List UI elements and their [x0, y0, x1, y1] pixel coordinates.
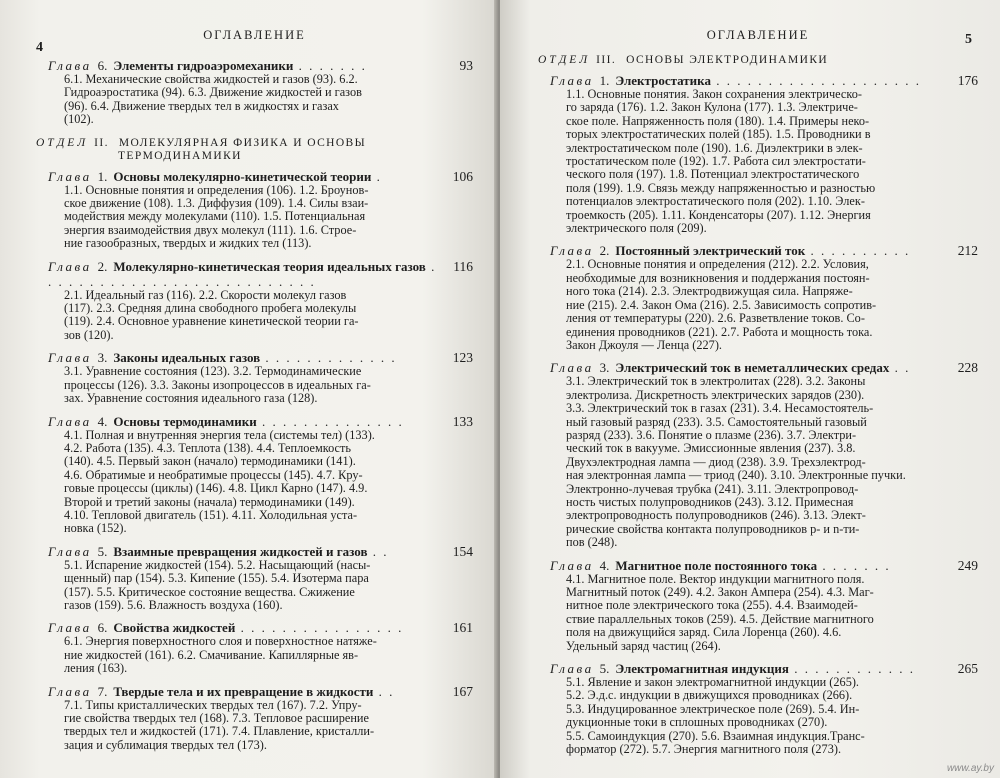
chapter-page-number: 106	[452, 168, 473, 184]
chapter-page-number: 133	[452, 413, 473, 429]
contents-line: пов (248).	[566, 535, 618, 550]
contents-line: ная электронная лампа — триод (240). 3.10. Электронные пучки.	[566, 468, 906, 483]
contents-line: 5.1. Явление и закон электромагнитной индукции (265).	[566, 675, 860, 690]
contents-line: 2.1. Основные понятия и определения (212). 2.2. Условия,	[566, 257, 869, 272]
chapter-title: Взаимные превращения жидкостей и газов	[113, 543, 368, 559]
contents-line: 4.1. Полная и внутренняя энергия тела (системы тел) (133).	[64, 427, 375, 442]
chapter-contents	[36, 635, 473, 675]
contents-line: зах. Уравнение состояния идеального газа (128).	[64, 391, 318, 406]
contents-line: газов (159). 5.6. Влажность воздуха (160).	[64, 597, 283, 612]
chapter-heading	[36, 169, 473, 184]
leader-dots: . . . . . . . . . . . . . .	[256, 413, 404, 429]
contents-line: 5.2. Э.д.с. индукции в движущихся проводниках (266).	[566, 688, 853, 703]
chapter-label: Глава	[550, 73, 594, 88]
leader-dots: . . . . . . .	[817, 557, 891, 573]
contents-line: электрического поля (209).	[566, 221, 707, 236]
leader-dots: . . . . . . . . . .	[805, 243, 911, 259]
chapter-title: Законы идеальных газов	[113, 350, 261, 366]
leader-dots: . . . . . . . . . . . .	[788, 661, 915, 677]
contents-line: необходимые для возникновения и поддержания постоян-	[566, 270, 870, 285]
contents-line: 1.1. Основные понятия. Закон сохранения электрическо-	[566, 87, 862, 101]
chapter-title: Твердые тела и их превращение в жидкости	[113, 683, 374, 699]
chapter-contents	[36, 365, 473, 405]
page-number: 5	[965, 32, 972, 47]
leader-dots: . . . . . . . . . . . . . . . .	[235, 620, 404, 636]
leader-dots: . .	[889, 360, 911, 376]
toc-content	[538, 54, 978, 756]
toc-chapter	[36, 414, 473, 536]
contents-line: 3.3. Электрический ток в газах (231). 3.4. Несамостоятель-	[566, 401, 874, 416]
chapter-label: Глава	[48, 168, 92, 184]
contents-line: ческий ток в вакууме. Эмиссионные явления (237). 3.8.	[566, 441, 856, 456]
contents-line: ления (163).	[64, 661, 128, 676]
section-number: III.	[596, 54, 617, 66]
toc-chapter	[538, 360, 978, 549]
leader-dots: . .	[373, 683, 395, 699]
contents-line: ность чистых полупроводников (243). 3.12. Примесная	[566, 494, 854, 509]
chapter-number: 5.	[97, 543, 108, 559]
chapter-heading	[538, 360, 978, 375]
chapter-page-number: 116	[453, 258, 473, 274]
chapter-page-number: 228	[957, 360, 978, 376]
leader-dots: . . . . . . . . . . . . . . . . . . . .	[710, 73, 921, 88]
section-number: II.	[94, 136, 109, 149]
toc-chapter	[36, 58, 473, 127]
contents-line: Удельный заряд частиц (264).	[566, 638, 721, 653]
contents-line: ления от температуры (220). 2.6. Разветвление токов. Со-	[566, 311, 865, 326]
chapter-page-number: 212	[957, 243, 978, 259]
chapter-number: 6.	[97, 58, 108, 73]
chapter-number: 2.	[599, 243, 610, 259]
contents-line: (140). 4.5. Первый закон (начало) термодинамики (141).	[64, 454, 356, 469]
section-title: МОЛЕКУЛЯРНАЯ ФИЗИКА И ОСНОВЫ	[118, 136, 367, 149]
contents-line: единения проводников (221). 2.7. Работа и мощность тока.	[566, 324, 873, 339]
contents-line: 2.1. Идеальный газ (116). 2.2. Скорости молекул газов	[64, 287, 347, 302]
contents-line: энергия взаимодействия двух молекул (111). 1.6. Строе-	[64, 222, 357, 237]
chapter-label: Глава	[48, 258, 92, 274]
chapter-contents	[538, 258, 978, 352]
section-heading	[538, 54, 978, 67]
chapter-contents	[36, 73, 473, 127]
chapter-title: Основы молекулярно-кинетической теории	[113, 168, 372, 184]
chapter-page-number: 176	[957, 73, 978, 88]
contents-line: Двухэлектродная лампа — диод (238). 3.9. Трехэлектрод-	[566, 454, 866, 469]
section-label: ОТДЕЛ	[538, 54, 591, 66]
chapter-page-number: 154	[452, 543, 473, 559]
chapter-title: Молекулярно-кинетическая теория идеальных газов	[113, 258, 426, 274]
contents-line: ного тока (214). 2.3. Электродвижущая сила. Напряже-	[566, 284, 853, 299]
contents-line: 4.1. Магнитное поле. Вектор индукции магнитного поля.	[566, 571, 865, 586]
contents-line: Гидроаэростатика (94). 6.3. Движение жидкостей и газов	[64, 85, 362, 100]
contents-line: Закон Джоуля — Ленца (227).	[566, 337, 722, 352]
section-heading	[36, 137, 473, 163]
chapter-page-number: 249	[957, 557, 978, 573]
chapter-number: 7.	[97, 683, 108, 699]
chapter-label: Глава	[48, 683, 92, 699]
contents-line: 6.1. Энергия поверхностного слоя и поверхностное натяже-	[64, 634, 377, 649]
chapter-label: Глава	[48, 543, 92, 559]
contents-line: 4.10. Тепловой двигатель (151). 4.11. Холодильная уста-	[64, 507, 358, 522]
section-label: ОТДЕЛ	[36, 136, 89, 149]
chapter-contents	[538, 88, 978, 235]
chapter-heading	[36, 350, 473, 365]
chapter-label: Глава	[48, 413, 92, 429]
contents-line: поля (199). 1.9. Связь между напряженностью и разностью	[566, 180, 876, 195]
contents-line: поля на движущийся заряд. Сила Лоренца (260). 4.6.	[566, 625, 842, 640]
toc-chapter	[538, 243, 978, 352]
contents-line: (119). 2.4. Основное уравнение кинетической теории га-	[64, 314, 359, 329]
toc-chapter	[36, 620, 473, 675]
contents-line: 7.1. Типы кристаллических твердых тел (167). 7.2. Упру-	[64, 697, 362, 712]
contents-line: рические свойства контакта полупроводников p- и n-ти-	[566, 521, 860, 536]
contents-line: ческого поля (197). 1.8. Потенциал электростатического	[566, 167, 860, 182]
section-title: ОСНОВЫ ЭЛЕКТРОДИНАМИКИ	[626, 54, 829, 66]
contents-line: модействия между молекулами (110). 1.5. Потенциальная	[64, 209, 366, 224]
running-head: ОГЛАВЛЕНИЕ	[706, 28, 810, 42]
contents-line: ние (215). 2.4. Закон Ома (216). 2.5. Зависимость сопротив-	[566, 297, 877, 312]
contents-line: ское движение (108). 1.3. Диффузия (109). 1.4. Силы взаи-	[64, 196, 369, 211]
toc-chapter	[36, 259, 473, 343]
chapter-contents	[36, 429, 473, 536]
contents-line: зов (120).	[64, 327, 114, 342]
chapter-heading	[36, 544, 473, 559]
contents-line: 5.5. Самоиндукция (270). 5.6. Взаимная индукция.Транс-	[566, 728, 865, 743]
chapter-heading	[538, 558, 978, 573]
chapter-page-number: 161	[452, 620, 473, 636]
chapter-heading	[36, 620, 473, 635]
contents-line: щенный) пар (154). 5.3. Кипение (155). 5.4. Изотерма пара	[64, 571, 369, 586]
chapter-heading	[538, 661, 978, 676]
contents-line: ское поле. Напряженность поля (180). 1.4. Примеры неко-	[566, 113, 870, 128]
contents-line: 5.1. Испарение жидкостей (154). 5.2. Насыщающий (насы-	[64, 557, 371, 572]
contents-line: электролиза. Дискретность электрических зарядов (230).	[566, 387, 865, 402]
section-line	[36, 137, 473, 150]
contents-line: (117). 2.3. Средняя длина свободного пробега молекулы	[64, 301, 357, 316]
chapter-page-number: 167	[452, 683, 473, 699]
contents-line: потенциалов электростатического поля (202). 1.10. Элек-	[566, 194, 865, 209]
chapter-contents	[36, 184, 473, 251]
chapter-heading	[36, 684, 473, 699]
chapter-label: Глава	[550, 661, 594, 677]
chapter-label: Глава	[550, 557, 594, 573]
contents-line: 6.1. Механические свойства жидкостей и газов (93). 6.2.	[64, 72, 358, 86]
contents-line: ние газообразных, твердых и жидких тел (113).	[64, 236, 312, 251]
section-line	[538, 54, 978, 67]
contents-line: тростатическом поле (192). 1.7. Работа сил электростати-	[566, 154, 866, 169]
chapter-number: 4.	[97, 413, 108, 429]
chapter-heading	[538, 243, 978, 258]
left-page	[0, 0, 497, 778]
contents-line: Магнитный поток (249). 4.2. Закон Ампера (254). 4.3. Маг-	[566, 585, 874, 599]
chapter-number: 6.	[97, 620, 108, 636]
contents-line: (96). 6.4. Движение твердых тел в жидкостях и газах	[64, 98, 339, 113]
contents-line: форматор (272). 5.7. Энергия магнитного поля (273).	[566, 742, 842, 757]
chapter-label: Глава	[48, 58, 92, 73]
toc-content	[36, 58, 473, 752]
contents-line: (157). 5.5. Критическое состояние вещества. Сжижение	[64, 584, 355, 599]
chapter-number: 4.	[599, 557, 610, 573]
chapter-title: Электромагнитная индукция	[615, 661, 789, 677]
contents-line: 4.2. Работа (135). 4.3. Теплота (138). 4.4. Теплоемкость	[64, 440, 351, 455]
chapter-number: 3.	[97, 350, 108, 366]
right-page	[500, 0, 1000, 778]
chapter-heading	[36, 414, 473, 429]
contents-line: торых электростатических полей (185). 1.5. Проводники в	[566, 127, 871, 142]
contents-line: нитное поле электрического тока (255). 4.4. Взаимодей-	[566, 598, 858, 613]
contents-line: дукционные токи в сплошных проводниках (270).	[566, 715, 828, 730]
contents-line: электростатическом поле (190). 1.6. Диэлектрики в элек-	[566, 140, 863, 155]
running-head: ОГЛАВЛЕНИЕ	[203, 28, 306, 42]
leader-dots: . . . . . . .	[293, 58, 367, 73]
contents-line: гие свойства твердых тел (168). 7.3. Тепловое расширение	[64, 711, 369, 725]
chapter-number: 1.	[599, 73, 610, 88]
contents-line: ствие параллельных токов (259). 4.5. Действие магнитного	[566, 611, 874, 626]
chapter-heading	[36, 259, 473, 289]
contents-line: Второй и третий законы (начала) термодинамики (149).	[64, 494, 355, 509]
chapter-label: Глава	[550, 243, 594, 259]
chapter-contents	[36, 699, 473, 753]
watermark-text: www.ay.by	[946, 763, 994, 774]
chapter-label: Глава	[550, 360, 594, 376]
chapter-contents	[538, 375, 978, 549]
leader-dots: . . . . . . . . . . . . .	[260, 350, 397, 366]
chapter-title: Основы термодинамики	[113, 413, 257, 429]
contents-line: 4.6. Обратимые и необратимые процессы (145). 4.7. Кру-	[64, 467, 363, 482]
chapter-title: Электрический ток в неметаллических средах	[615, 360, 890, 376]
chapter-page-number: 93	[459, 58, 473, 73]
contents-line: ние жидкостей (161). 6.2. Смачивание. Капиллярные яв-	[64, 647, 359, 662]
contents-line: 5.3. Индуцированное электрическое поле (269). 5.4. Ин-	[566, 701, 860, 716]
page-number: 4	[36, 40, 43, 55]
toc-chapter	[538, 661, 978, 756]
contents-line: троемкость (205). 1.11. Конденсаторы (207). 1.12. Энергия	[566, 207, 871, 222]
contents-line: Электронно-лучевая трубка (241). 3.11. Электропровод-	[566, 481, 859, 496]
chapter-contents	[538, 676, 978, 756]
contents-line: говые процессы (циклы) (146). 4.8. Цикл Карно (147). 4.9.	[64, 481, 368, 496]
contents-line: 3.1. Электрический ток в электролитах (228). 3.2. Законы	[566, 374, 866, 389]
chapter-heading	[538, 73, 978, 88]
chapter-title: Магнитное поле постоянного тока	[615, 557, 818, 573]
toc-chapter	[538, 73, 978, 235]
contents-line: электропроводность полупроводников (246). 3.13. Элект-	[566, 508, 866, 523]
chapter-number: 5.	[599, 661, 610, 677]
section-title: ТЕРМОДИНАМИКИ	[118, 149, 242, 162]
contents-line: ный газовый разряд (233). 3.5. Самостоятельный газовый	[566, 414, 867, 429]
toc-chapter	[36, 544, 473, 613]
chapter-title: Электростатика	[615, 73, 711, 88]
chapter-contents	[36, 559, 473, 613]
contents-line: разряд (233). 3.6. Понятие о плазме (236). 3.7. Электри-	[566, 427, 857, 442]
chapter-page-number: 123	[452, 350, 473, 366]
toc-chapter	[538, 558, 978, 653]
contents-line: твердых тел и жидкостей (171). 7.4. Плавление, кристалли-	[64, 724, 375, 739]
chapter-page-number: 265	[957, 661, 978, 677]
chapter-contents	[538, 573, 978, 653]
leader-dots: .	[371, 168, 382, 184]
contents-line: зация и сублимация твердых тел (173).	[64, 737, 267, 752]
contents-line: 3.1. Уравнение состояния (123). 3.2. Термодинамические	[64, 364, 362, 379]
chapter-heading	[36, 58, 473, 73]
contents-line: процессы (126). 3.3. Законы изопроцессов в идеальных га-	[64, 377, 371, 392]
chapter-contents	[36, 289, 473, 343]
toc-chapter	[36, 169, 473, 251]
contents-line: го заряда (176). 1.2. Закон Кулона (177). 1.3. Электриче-	[566, 100, 858, 115]
chapter-label: Глава	[48, 350, 92, 366]
contents-line: 1.1. Основные понятия и определения (106). 1.2. Броунов-	[64, 182, 369, 197]
chapter-label: Глава	[48, 620, 92, 636]
chapter-title: Элементы гидроаэромеханики	[113, 58, 294, 73]
chapter-number: 2.	[97, 258, 108, 274]
leader-dots: . .	[367, 543, 389, 559]
chapter-number: 3.	[599, 360, 610, 376]
chapter-title: Постоянный электрический ток	[615, 243, 806, 259]
contents-line: новка (152).	[64, 521, 127, 536]
chapter-number: 1.	[97, 168, 108, 184]
chapter-title: Свойства жидкостей	[113, 620, 236, 636]
contents-line: (102).	[64, 112, 94, 127]
leader-dots: . . . . . . . . . . . . . . . . . . . . . . . . . . .	[48, 258, 437, 289]
toc-chapter	[36, 350, 473, 405]
toc-chapter	[36, 684, 473, 753]
